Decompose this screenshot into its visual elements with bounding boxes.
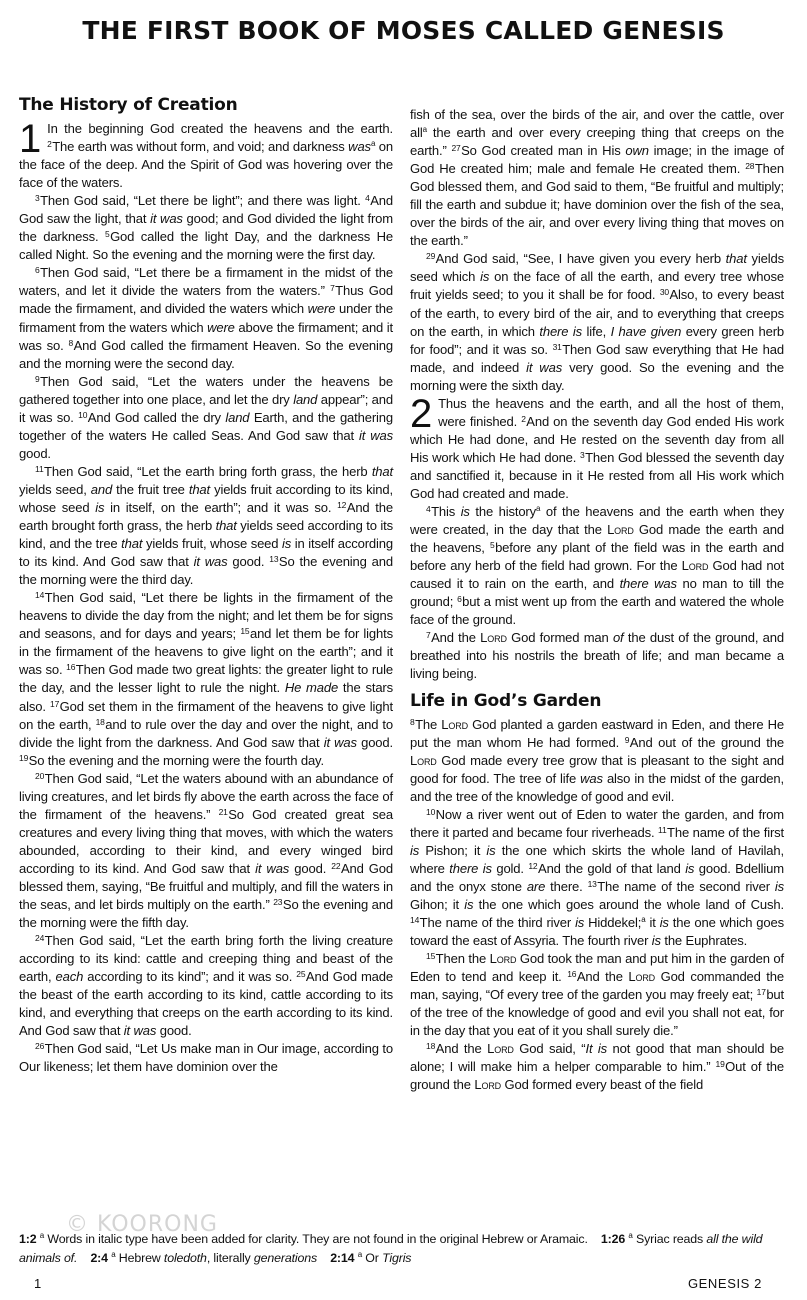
- chapter-number-1: 1: [19, 117, 42, 161]
- footnotes: [19, 1230, 789, 1268]
- verse-paragraph: $^{20}$Then God said, “Let the waters abound with an abundance of living creatures, and let birds fly above the earth across the face of the firmament of the heavens.” $^{21}$So God created great sea creatures and every living thing that moves, with which the waters abounded, according to their kind, and every winged bird according to its kind. And God saw that it was good. $^{22}$And God blessed them, saying, “Be fruitful and multiply, and fill the waters in the seas, and let birds multiply on the earth.” $^{23}$So the evening and the morning were the fifth day.: [19, 770, 394, 931]
- verse-paragraph: In the beginning God created the heavens and the earth. $^2$The earth was without form, and void; and darkness was$^a$ on the face of the deep. And the Spirit of God was hovering over the face of the waters.: [19, 121, 393, 191]
- verse-paragraph: fish of the sea, over the birds of the air, and over the cattle, over all$^a$ the earth and over every creeping thing that creeps on the earth.” $^{27}$So God created man in His own image; in the image of God He created him; male and female He created them. $^{28}$Then God blessed them, and God said to them, “Be fruitful and multiply; fill the earth and subdue it; have dominion over the fish of the sea, over the birds of the air, and over every living thing that moves on the earth.”: [410, 107, 784, 249]
- book-title: THE FIRST BOOK OF MOSES CALLED GENESIS: [82, 16, 725, 45]
- verse-paragraph: $^{11}$Then God said, “Let the earth bring forth grass, the herb that yields seed, and the fruit tree that yields fruit according to its kind, whose seed is in itself, on the earth”; and it was so. $^{12}$And the earth brought forth grass, the herb that yields seed according to its kind, and the tree that yields fruit, whose seed is in itself according to its kind. And God saw that it was good. $^{13}$So the evening and the morning were the third day.: [19, 463, 394, 588]
- chapter-number-2: 2: [410, 391, 433, 436]
- verse-paragraph: $^6$Then God said, “Let there be a firmament in the midst of the waters, and let it divide the waters from the waters.” $^7$Thus God made the firmament, and divided the waters which were under the firmament from the waters which were above the firmament; and it was so. $^8$And God called the firmament Heaven. So the evening and the morning were the second day.: [19, 265, 394, 371]
- footnote: 2:4 $^a$ Hebrew toledoth, literally generations: [90, 1250, 318, 1265]
- verse-paragraph: $^{15}$Then the Lord God took the man and put him in the garden of Eden to tend and keep it. $^{16}$And the Lord God commanded the man, saying, “Of every tree of the garden you may freely eat; $^{17}$but of the tree of the knowledge of good and evil you shall not eat, for in the day that you eat of it you shall surely die.”: [410, 951, 784, 1039]
- section-heading-creation: The History of Creation: [19, 95, 238, 115]
- footnote: 1:26 $^a$ Syriac reads all the wild animals of.: [19, 1231, 763, 1265]
- footnote: 1:2 $^a$ Words in italic type have been added for clarity. They are not found in the original Hebrew or Aramaic.: [19, 1231, 588, 1246]
- watermark: © KOORONG: [66, 1212, 218, 1237]
- section-heading-garden: Life in God’s Garden: [410, 690, 602, 711]
- page-number: 1: [34, 1276, 42, 1291]
- running-head: GENESIS 2: [687, 1276, 762, 1291]
- left-column: [19, 94, 393, 1076]
- verse-paragraph: $^8$The Lord God planted a garden eastward in Eden, and there He put the man whom He had formed. $^9$And out of the ground the Lord God made every tree grow that is pleasant to the sight and good for food. The tree of life was also in the midst of the garden, and the tree of the knowledge of good and evil.: [410, 716, 784, 804]
- verse-paragraph: $^7$And the Lord God formed man of the dust of the ground, and breathed into his nostrils the breath of life; and man became a living being.: [410, 630, 784, 682]
- verse-paragraph: $^9$Then God said, “Let the waters under the heavens be gathered together into one place, and let the dry land appear”; and it was so. $^{10}$And God called the dry land Earth, and the gathering together of the waters He called Seas. And God saw that it was good.: [19, 373, 394, 461]
- footnote: 2:14 $^a$ Or Tigris: [330, 1250, 412, 1265]
- right-column: [410, 106, 784, 1094]
- verse-paragraph: $^4$This is the history$^a$ of the heavens and the earth when they were created, in the day that the Lord God made the earth and the heavens, $^5$before any plant of the field was in the earth and before any herb of the field had grown. For the Lord God had not caused it to rain on the earth, and there was no man to till the ground; $^6$but a mist went up from the earth and watered the whole face of the ground.: [410, 504, 785, 628]
- verse-paragraph: $^{14}$Then God said, “Let there be lights in the firmament of the heavens to divide the day from the night; and let them be for signs and seasons, and for days and years; $^{15}$and let them be for lights in the firmament of the heavens to give light on the earth”; and it was so. $^{16}$Then God made two great lights: the greater light to rule the day, and the lesser light to rule the night. He made the stars also. $^{17}$God set them in the firmament of the heavens to give light on the earth, $^{18}$and to rule over the day and over the night, and to divide the light from the darkness. And God saw that it was good. $^{19}$So the evening and the morning were the fourth day.: [19, 590, 394, 768]
- verse-paragraph: $^3$Then God said, “Let there be light”; and there was light. $^4$And God saw the light, that it was good; and God divided the light from the darkness. $^5$God called the light Day, and the darkness He called Night. So the evening and the morning were the first day.: [19, 193, 393, 263]
- verse-paragraph: Thus the heavens and the earth, and all the host of them, were finished. $^2$And on the seventh day God ended His work which He had done, and He rested on the seventh day from all His work which He had done. $^3$Then God blessed the seventh day and sanctified it, because in it He rested from all His work which God had created and made.: [410, 395, 784, 501]
- verse-paragraph: $^{26}$Then God said, “Let Us make man in Our image, according to Our likeness; let them have dominion over the: [19, 1041, 393, 1075]
- verse-paragraph: $^{29}$And God said, “See, I have given you every herb that yields seed which is on the face of all the earth, and every tree whose fruit yields seed; to you it shall be for food. $^{30}$Also, to every beast of the earth, to every bird of the air, and to everything that creeps on the earth, in which there is life, I have given every green herb for food”; and it was so. $^{31}$Then God saw everything that He had made, and indeed it was very good. So the evening and the morning were the sixth day.: [410, 251, 784, 393]
- verse-paragraph: $^{10}$Now a river went out of Eden to water the garden, and from there it parted and became four riverheads. $^{11}$The name of the first is Pishon; it is the one which skirts the whole land of Havilah, where there is gold. $^{12}$And the gold of that land is good. Bdellium and the onyx stone are there. $^{13}$The name of the second river is Gihon; it is the one which goes around the whole land of Cush. $^{14}$The name of the third river is Hiddekel;$^a$ it is the one which goes toward the east of Assyria. The fourth river is the Euphrates.: [410, 806, 784, 949]
- verse-paragraph: $^{18}$And the Lord God said, “It is not good that man should be alone; I will make him a helper comparable to him.” $^{19}$Out of the ground the Lord God formed every beast of the field: [410, 1041, 785, 1093]
- verse-paragraph: $^{24}$Then God said, “Let the earth bring forth the living creature according to its kind: cattle and creeping thing and beast of the earth, each according to its kind”; and it was so. $^{25}$And God made the beast of the earth according to its kind, cattle according to its kind, and everything that creeps on the earth according to its kind. And God saw that it was good.: [19, 933, 393, 1039]
